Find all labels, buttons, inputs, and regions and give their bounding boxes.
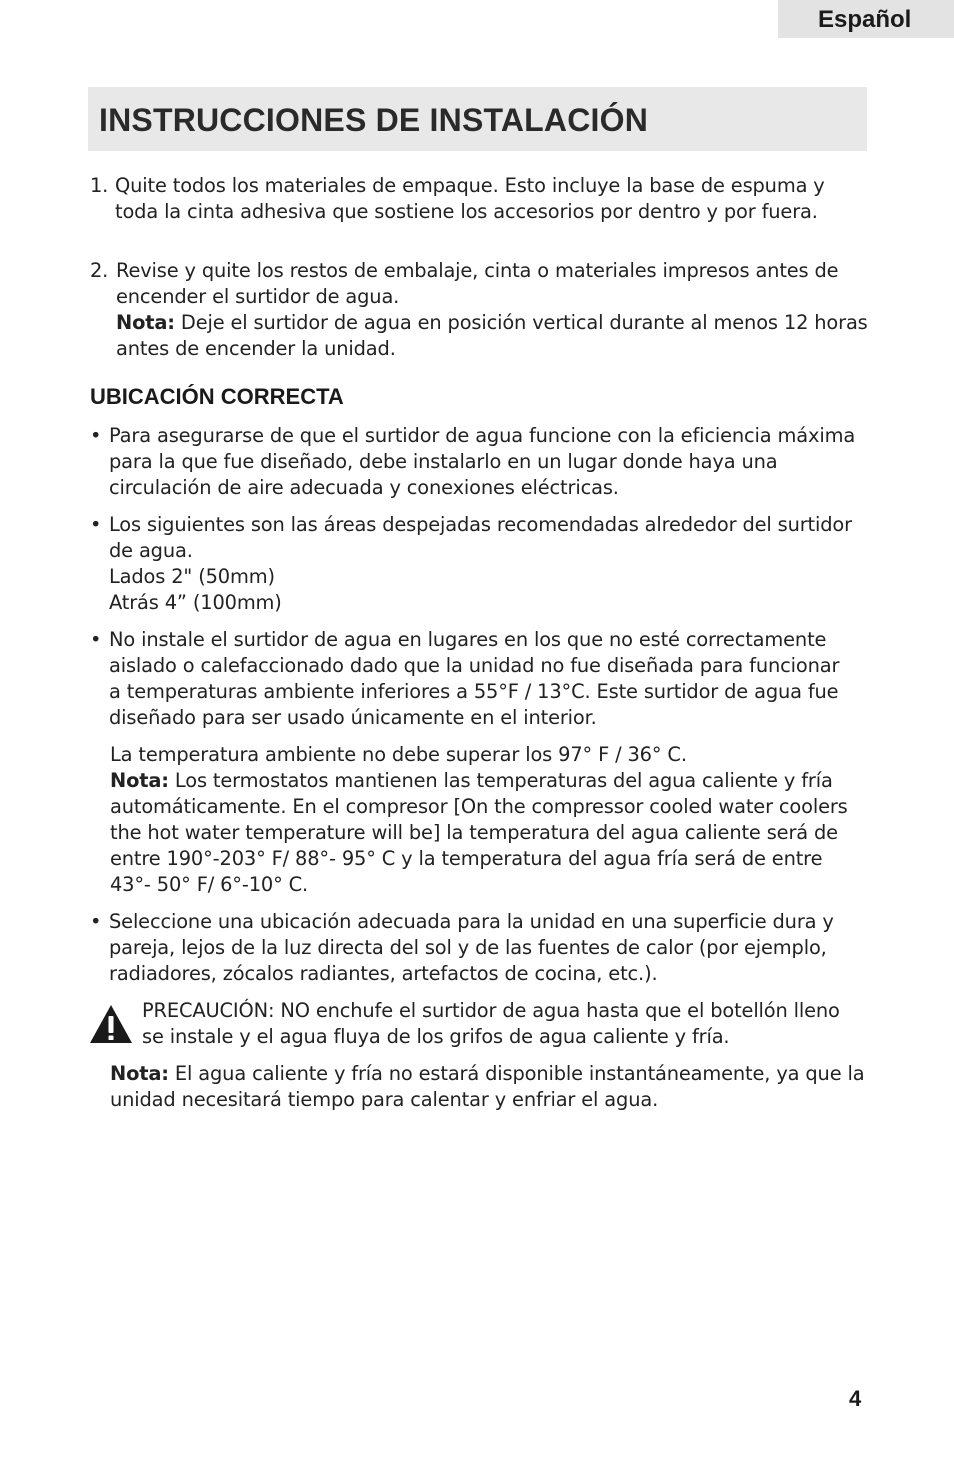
- note-label: Nota:: [110, 1062, 169, 1085]
- page-title: INSTRUCCIONES DE INSTALACIÓN: [88, 87, 867, 151]
- temperature-note-line: entre 190°-203° F/ 88°- 95° C y la temperatura del agua fría será de entre: [110, 847, 823, 870]
- bullet-line: aislado o calefaccionado dado que la unidad no fue diseñada para funcionar: [109, 654, 840, 677]
- temperature-paragraph: [110, 742, 870, 898]
- bullet-item: [90, 627, 870, 731]
- temperature-note-line: 43°- 50° F/ 6°-10° C.: [110, 873, 309, 896]
- bullet-marker: •: [90, 910, 102, 933]
- bullet-line: No instale el surtidor de agua en lugares en los que no esté correctamente: [109, 628, 827, 651]
- bullet-line: a temperaturas ambiente inferiores a 55°F / 13°C. Este surtidor de agua fue: [109, 680, 839, 703]
- temperature-note-line: the hot water temperature will be] la temperatura del agua caliente será de: [110, 821, 838, 844]
- step-2-line: encender el surtidor de agua.: [116, 285, 400, 308]
- step-1-line: toda la cinta adhesiva que sostiene los accesorios por dentro y por fuera.: [115, 200, 818, 223]
- bullet-marker: •: [90, 513, 102, 536]
- bullet-line: circulación de aire adecuada y conexiones eléctricas.: [109, 476, 619, 499]
- step-2: [90, 258, 870, 362]
- final-note-line: [110, 1061, 870, 1087]
- note-text: Deje el surtidor de agua en posición vertical durante al menos 12 horas: [174, 311, 868, 334]
- bullet-item: [90, 512, 870, 616]
- note-text: El agua caliente y fría no estará disponible instantáneamente, ya que la: [168, 1062, 865, 1085]
- clearance-back: Atrás 4” (100mm): [109, 591, 282, 614]
- clearance-sides: Lados 2" (50mm): [109, 565, 275, 588]
- caution-text: [142, 998, 872, 1050]
- temperature-note-line: automáticamente. En el compresor [On the compressor cooled water coolers: [110, 795, 848, 818]
- step-2-note: [116, 310, 870, 336]
- bullet-item: [90, 909, 870, 987]
- final-note: [110, 1061, 870, 1113]
- step-number: 1.: [90, 174, 109, 197]
- bullet-line: diseñado para ser usado únicamente en el interior.: [109, 706, 597, 729]
- step-2-line: Revise y quite los restos de embalaje, cinta o materiales impresos antes de: [116, 259, 839, 282]
- bullet-item: [90, 423, 870, 501]
- warning-triangle-icon: [88, 1003, 134, 1045]
- bullet-marker: •: [90, 424, 102, 447]
- page-number: 4: [849, 1386, 862, 1411]
- bullet-line: para la que fue diseñado, debe instalarlo en un lugar donde haya una: [109, 450, 778, 473]
- language-tab: Español: [778, 0, 954, 38]
- bullet-line: de agua.: [109, 539, 193, 562]
- section-heading: UBICACIÓN CORRECTA: [90, 384, 344, 409]
- note-label: Nota:: [116, 311, 175, 334]
- note-text: Los termostatos mantienen las temperaturas del agua caliente y fría: [168, 769, 833, 792]
- note-label: Nota:: [110, 769, 169, 792]
- final-note-line: unidad necesitará tiempo para calentar y enfriar el agua.: [110, 1088, 659, 1111]
- bullet-line: Los siguientes son las áreas despejadas recomendadas alrededor del surtidor: [109, 513, 852, 536]
- bullet-line: Para asegurarse de que el surtidor de agua funcione con la eficiencia máxima: [109, 424, 856, 447]
- bullet-line: pareja, lejos de la luz directa del sol y de las fuentes de calor (por ejemplo,: [109, 936, 827, 959]
- step-2-note-line: antes de encender la unidad.: [116, 337, 396, 360]
- step-1-line: Quite todos los materiales de empaque. Esto incluye la base de espuma y: [115, 174, 825, 197]
- temperature-note: [110, 768, 870, 794]
- bullet-line: radiadores, zócalos radiantes, artefactos de cocina, etc.).: [109, 962, 658, 985]
- caution-line: PRECAUCIÓN: NO enchufe el surtidor de agua hasta que el botellón lleno: [142, 999, 840, 1022]
- caution-line: se instale y el agua fluya de los grifos de agua caliente y fría.: [142, 1025, 730, 1048]
- bullet-line: Seleccione una ubicación adecuada para la unidad en una superficie dura y: [109, 910, 834, 933]
- step-1: [90, 173, 870, 225]
- bullet-marker: •: [90, 628, 102, 651]
- step-number: 2.: [90, 259, 109, 282]
- temperature-line: La temperatura ambiente no debe superar los 97° F / 36° C.: [110, 743, 687, 766]
